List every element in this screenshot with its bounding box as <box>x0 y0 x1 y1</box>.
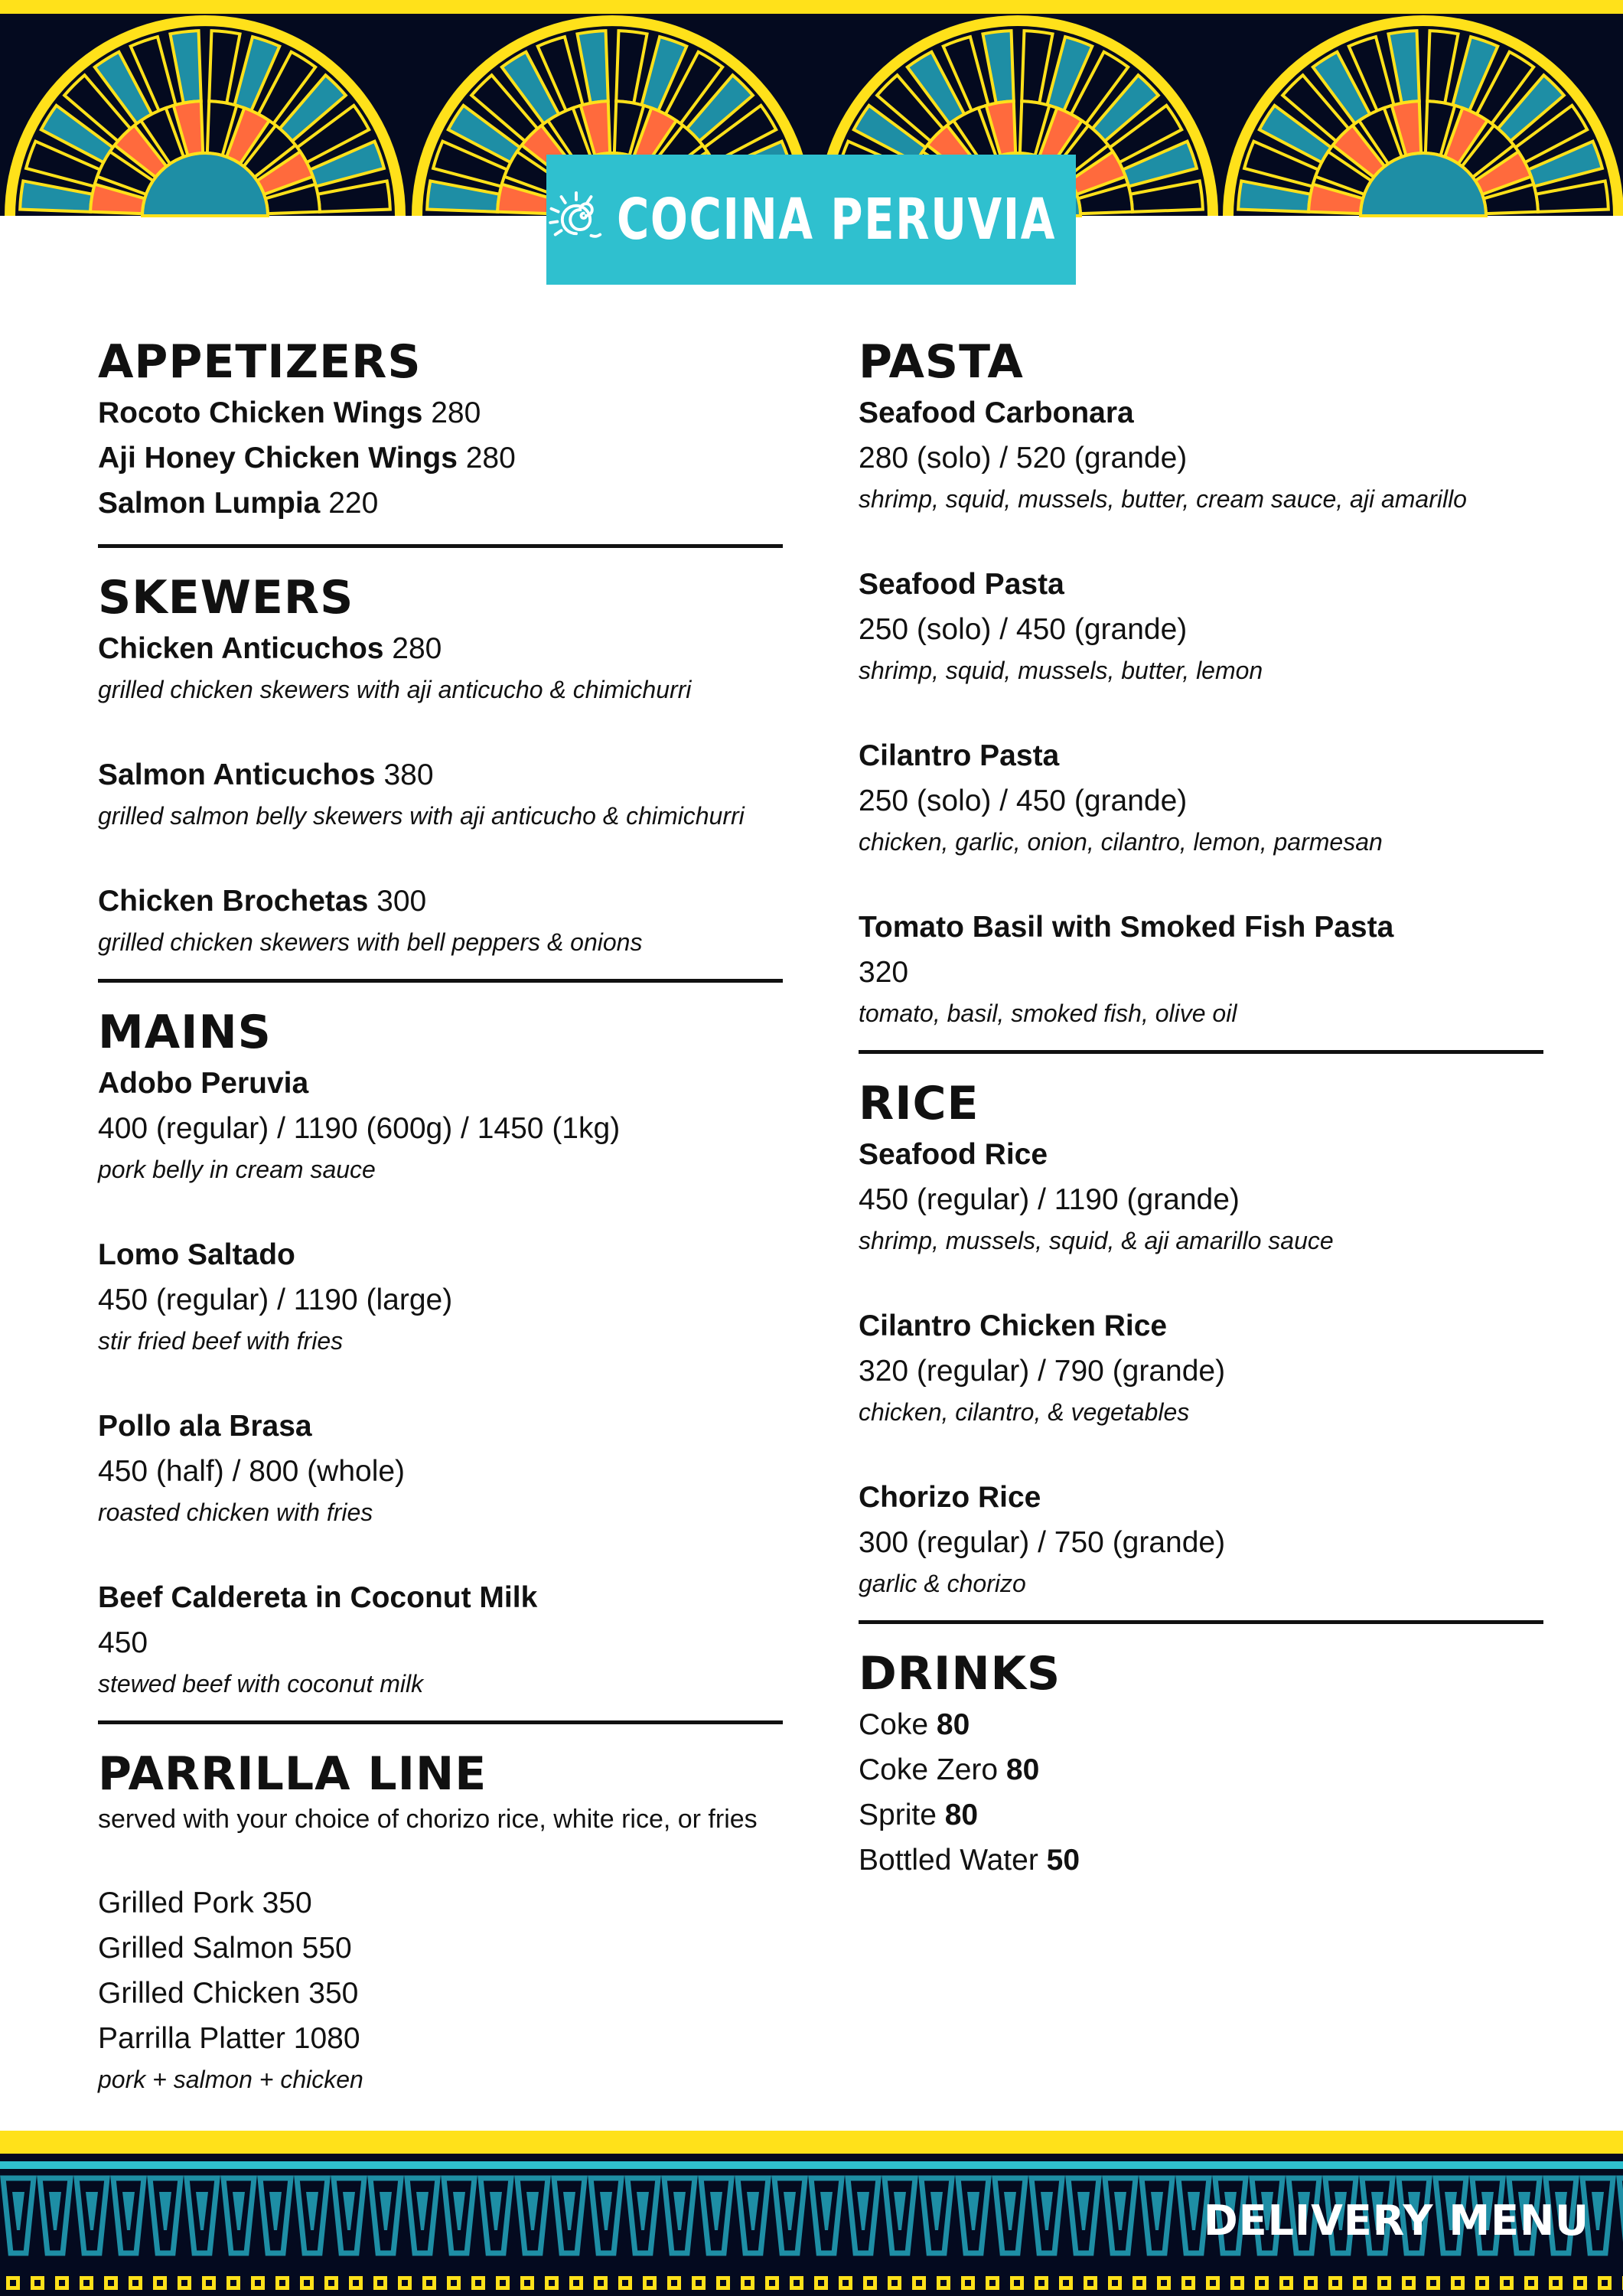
item-price: 1080 <box>293 2022 360 2055</box>
item-price: 300 <box>376 885 427 918</box>
sun-spiral-icon <box>546 174 606 266</box>
section-title: RICE <box>859 1077 979 1130</box>
item-name: Rocoto Chicken Wings <box>98 396 423 429</box>
section-note: served with your choice of chorizo rice, white rice, or fries <box>98 1805 758 1834</box>
menu-item <box>98 879 783 924</box>
item-name: Coke <box>859 1708 929 1741</box>
item-description: grilled chicken skewers with bell peppers & onions <box>98 928 643 956</box>
menu-item <box>859 1792 1543 1838</box>
section-divider <box>98 979 783 983</box>
item-description: tomato, basil, smoked fish, olive oil <box>859 1000 1237 1027</box>
item-price: 550 <box>301 1932 352 1965</box>
item-price: 280 <box>392 632 442 665</box>
menu-item <box>859 1838 1543 1883</box>
brand-logo-box <box>546 155 1076 285</box>
item-price: 280 (solo) / 520 (grande) <box>859 442 1188 475</box>
menu-item <box>98 481 783 526</box>
item-price: 380 <box>383 758 434 791</box>
item-name: Sprite <box>859 1799 937 1831</box>
item-name: Grilled Pork <box>98 1887 254 1919</box>
menu-item <box>98 1971 783 2016</box>
item-price: 220 <box>328 487 379 520</box>
section-divider <box>98 1720 783 1724</box>
item-price: 450 (regular) / 1190 (grande) <box>859 1183 1240 1216</box>
section-title: PASTA <box>859 335 1024 389</box>
item-price: 350 <box>262 1887 312 1919</box>
item-name: Beef Caldereta in Coconut Milk <box>98 1581 538 1614</box>
item-name: Grilled Chicken <box>98 1977 301 2010</box>
item-name: Salmon Lumpia <box>98 487 321 520</box>
item-price: 320 (regular) / 790 (grande) <box>859 1355 1226 1388</box>
item-price: 80 <box>1005 1753 1040 1786</box>
item-description: roasted chicken with fries <box>98 1499 373 1526</box>
section-divider <box>98 544 783 548</box>
menu-column-right <box>859 334 1543 1883</box>
item-price: 320 <box>859 956 909 989</box>
item-price: 300 (regular) / 750 (grande) <box>859 1526 1226 1559</box>
item-price: 400 (regular) / 1190 (600g) / 1450 (1kg) <box>98 1112 621 1145</box>
item-name: Cilantro Chicken Rice <box>859 1309 1168 1342</box>
item-description: chicken, cilantro, & vegetables <box>859 1398 1190 1426</box>
item-price: 350 <box>308 1977 359 2010</box>
item-description: pork belly in cream sauce <box>98 1156 376 1183</box>
section-drinks <box>859 1645 1543 1883</box>
item-price: 50 <box>1046 1844 1080 1877</box>
item-description: shrimp, squid, mussels, butter, cream sauce, aji amarillo <box>859 485 1467 513</box>
item-description: grilled salmon belly skewers with aji anticucho & chimichurri <box>98 802 745 830</box>
item-name: Tomato Basil with Smoked Fish Pasta <box>859 911 1394 944</box>
menu-column-left <box>98 334 783 2098</box>
item-price: 250 (solo) / 450 (grande) <box>859 784 1188 817</box>
item-price: 280 <box>465 442 516 475</box>
menu-item <box>859 1702 1543 1747</box>
item-name: Seafood Carbonara <box>859 396 1134 429</box>
section-appetizers <box>98 334 783 526</box>
item-price: 450 <box>98 1626 148 1659</box>
item-description: grilled chicken skewers with aji anticucho & chimichurri <box>98 676 692 703</box>
item-name: Bottled Water <box>859 1844 1038 1877</box>
item-description: chicken, garlic, onion, cilantro, lemon, parmesan <box>859 828 1383 856</box>
section-title: APPETIZERS <box>98 335 422 389</box>
item-name: Lomo Saltado <box>98 1238 295 1271</box>
section-mains <box>98 1004 783 1702</box>
menu-item <box>98 2016 783 2061</box>
delivery-menu-label: DELIVERY MENU <box>1203 2197 1589 2245</box>
section-divider <box>859 1620 1543 1624</box>
item-name: Salmon Anticuchos <box>98 758 376 791</box>
section-divider <box>859 1050 1543 1054</box>
section-title: PARRILLA LINE <box>98 1747 487 1801</box>
item-name: Seafood Rice <box>859 1138 1048 1171</box>
menu-item <box>98 752 783 797</box>
item-name: Chicken Anticuchos <box>98 632 384 665</box>
item-name: Grilled Salmon <box>98 1932 294 1965</box>
item-name: Chicken Brochetas <box>98 885 369 918</box>
item-description: stewed beef with coconut milk <box>98 1670 424 1698</box>
item-description: stir fried beef with fries <box>98 1327 344 1355</box>
item-name: Parrilla Platter <box>98 2022 285 2055</box>
item-price: 450 (half) / 800 (whole) <box>98 1455 406 1488</box>
menu-item <box>98 626 783 671</box>
section-title: DRINKS <box>859 1647 1061 1701</box>
menu-item <box>98 390 783 435</box>
item-name: Cilantro Pasta <box>859 739 1060 772</box>
item-description: shrimp, squid, mussels, butter, lemon <box>859 657 1263 684</box>
menu-item <box>859 1747 1543 1792</box>
item-price: 450 (regular) / 1190 (large) <box>98 1283 453 1316</box>
section-parrilla-line <box>98 1746 783 2098</box>
section-skewers <box>98 569 783 960</box>
menu-item <box>98 435 783 481</box>
section-pasta <box>859 334 1543 1032</box>
section-title: MAINS <box>98 1006 272 1059</box>
item-name: Chorizo Rice <box>859 1481 1041 1514</box>
menu-item <box>98 1880 783 1926</box>
item-name: Coke Zero <box>859 1753 999 1786</box>
section-rice <box>859 1075 1543 1602</box>
brand-name: COCINA PERUVIA <box>617 187 1057 253</box>
item-name: Adobo Peruvia <box>98 1067 309 1100</box>
item-price: 250 (solo) / 450 (grande) <box>859 613 1188 646</box>
item-price: 80 <box>944 1799 979 1831</box>
section-title: SKEWERS <box>98 571 354 625</box>
item-description: garlic & chorizo <box>859 1570 1026 1597</box>
item-description: shrimp, mussels, squid, & aji amarillo sauce <box>859 1227 1334 1254</box>
menu-item <box>98 1926 783 1971</box>
item-name: Aji Honey Chicken Wings <box>98 442 458 475</box>
item-name: Pollo ala Brasa <box>98 1410 312 1443</box>
item-name: Seafood Pasta <box>859 568 1064 601</box>
item-price: 80 <box>936 1708 970 1741</box>
item-price: 280 <box>431 396 481 429</box>
item-description: pork + salmon + chicken <box>98 2066 363 2093</box>
